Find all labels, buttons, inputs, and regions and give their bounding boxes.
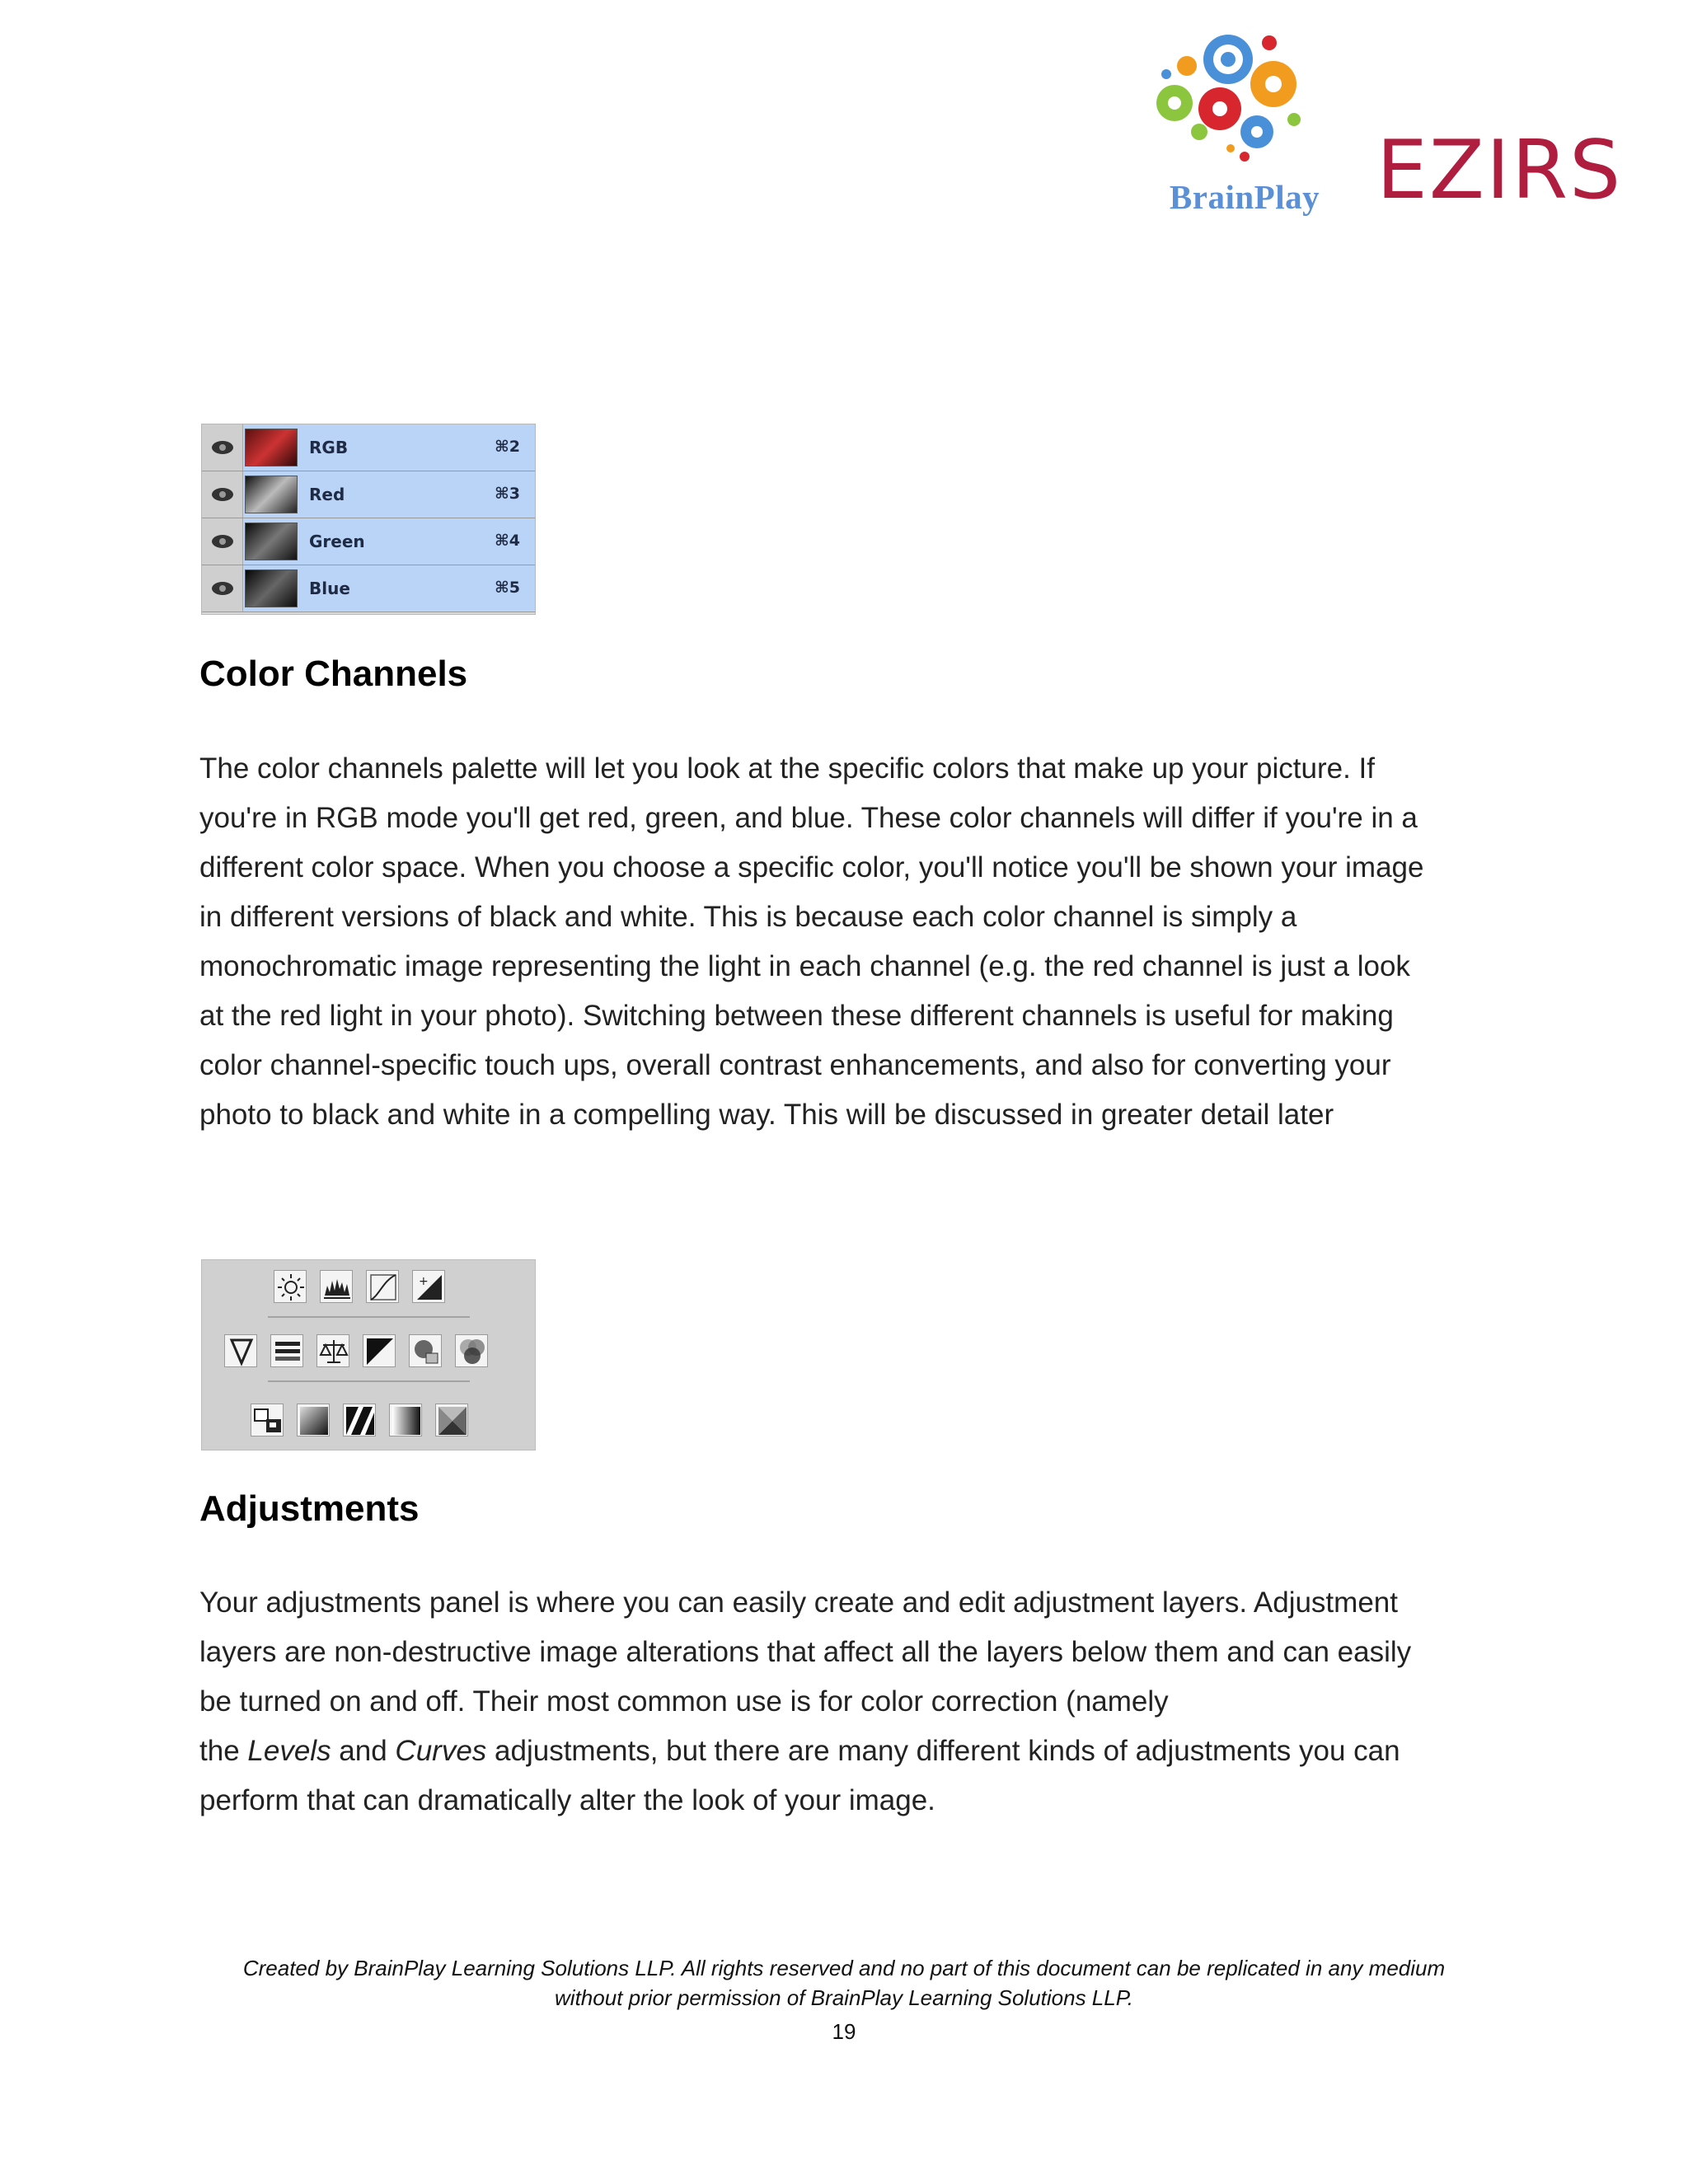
channel-shortcut: ⌘3 bbox=[495, 485, 520, 503]
paragraph-adjustments bbox=[199, 1578, 1518, 1825]
selective-color-icon bbox=[435, 1404, 468, 1436]
eye-icon bbox=[202, 471, 243, 518]
vibrance-icon bbox=[224, 1334, 257, 1367]
photo-filter-icon bbox=[409, 1334, 442, 1367]
hue-saturation-icon bbox=[270, 1334, 303, 1367]
channel-mixer-icon bbox=[455, 1334, 488, 1367]
levels-term: Levels bbox=[247, 1735, 331, 1767]
section-heading-adjustments: Adjustments bbox=[199, 1488, 420, 1529]
color-balance-icon bbox=[316, 1334, 349, 1367]
eye-icon bbox=[202, 518, 243, 565]
curves-icon bbox=[366, 1270, 399, 1303]
threshold-icon bbox=[343, 1404, 376, 1436]
channel-label: Green bbox=[309, 532, 365, 551]
divider bbox=[268, 1316, 470, 1318]
channel-label: Blue bbox=[309, 579, 350, 598]
channel-shortcut: ⌘2 bbox=[495, 438, 520, 456]
levels-icon bbox=[320, 1270, 353, 1303]
channel-thumbnail bbox=[245, 569, 298, 607]
channel-shortcut: ⌘5 bbox=[495, 579, 520, 597]
text-line: monochromatic image representing the light in each channel (e.g. the red channel is just a look bbox=[199, 950, 1410, 982]
text-line: perform that can dramatically alter the look of your image. bbox=[199, 1784, 935, 1816]
black-white-icon bbox=[363, 1334, 396, 1367]
text-line: Your adjustments panel is where you can easily create and edit adjustment layers. Adjustment bbox=[199, 1586, 1398, 1619]
text-line: in different versions of black and white. This is because each color channel is simply a bbox=[199, 901, 1297, 933]
text-line: be turned on and off. Their most common use is for color correction (namely bbox=[199, 1685, 1169, 1718]
channel-thumbnail bbox=[245, 476, 298, 513]
eye-icon bbox=[202, 424, 243, 471]
text-line: color channel-specific touch ups, overall contrast enhancements, and also for converting your bbox=[199, 1049, 1391, 1081]
text-line: The color channels palette will let you look at the specific colors that make up your picture. If bbox=[199, 752, 1375, 785]
adjustments-panel-screenshot bbox=[201, 1259, 536, 1451]
brainplay-logo bbox=[1150, 25, 1323, 223]
channel-row-red bbox=[202, 471, 535, 518]
divider bbox=[268, 1380, 470, 1382]
text-line: different color space. When you choose a specific color, you'll notice you'll be shown your image bbox=[199, 851, 1424, 883]
channel-thumbnail bbox=[245, 429, 298, 466]
text-line: you're in RGB mode you'll get red, green, and blue. These color channels will differ if you're in a bbox=[199, 802, 1418, 834]
channel-label: Red bbox=[309, 485, 345, 504]
channel-shortcut: ⌘4 bbox=[495, 532, 520, 550]
text-line: layers are non-destructive image alterations that affect all the layers below them and can easily bbox=[199, 1636, 1412, 1668]
channels-panel-screenshot bbox=[201, 424, 536, 615]
posterize-icon bbox=[297, 1404, 330, 1436]
paragraph-color-channels bbox=[199, 744, 1518, 1140]
footer-copyright-line2: without prior permission of BrainPlay Learning Solutions LLP. bbox=[555, 1985, 1133, 2010]
eye-icon bbox=[202, 565, 243, 612]
text-line bbox=[199, 1727, 1518, 1776]
text-run: adjustments, but there are many different kinds of adjustments you can bbox=[486, 1735, 1400, 1767]
text-run: and bbox=[331, 1735, 396, 1767]
curves-term: Curves bbox=[395, 1735, 487, 1767]
footer-copyright-line1: Created by BrainPlay Learning Solutions LLP. All rights reserved and no part of this document can be replicated in any medium bbox=[242, 1956, 1446, 1980]
brightness-icon bbox=[274, 1270, 307, 1303]
exposure-icon bbox=[412, 1270, 445, 1303]
channel-row-blue bbox=[202, 565, 535, 612]
channel-row-rgb bbox=[202, 424, 535, 471]
channel-row-green bbox=[202, 518, 535, 565]
invert-icon bbox=[251, 1404, 284, 1436]
channel-thumbnail bbox=[245, 523, 298, 560]
ezirs-logo: EZIRS bbox=[1376, 124, 1623, 218]
svg-text:+: + bbox=[419, 1275, 429, 1288]
text-line: at the red light in your photo). Switching between these different channels is useful for making bbox=[199, 1000, 1394, 1032]
section-heading-color-channels: Color Channels bbox=[199, 654, 468, 694]
gears-icon bbox=[1150, 25, 1323, 177]
text-run: the bbox=[199, 1735, 248, 1767]
channel-label: RGB bbox=[309, 438, 349, 457]
gradient-map-icon bbox=[389, 1404, 422, 1436]
brainplay-logo-text: BrainPlay bbox=[1169, 178, 1320, 216]
text-line: photo to black and white in a compelling way. This will be discussed in greater detail later bbox=[199, 1099, 1334, 1131]
page-number: 19 bbox=[832, 2019, 856, 2044]
